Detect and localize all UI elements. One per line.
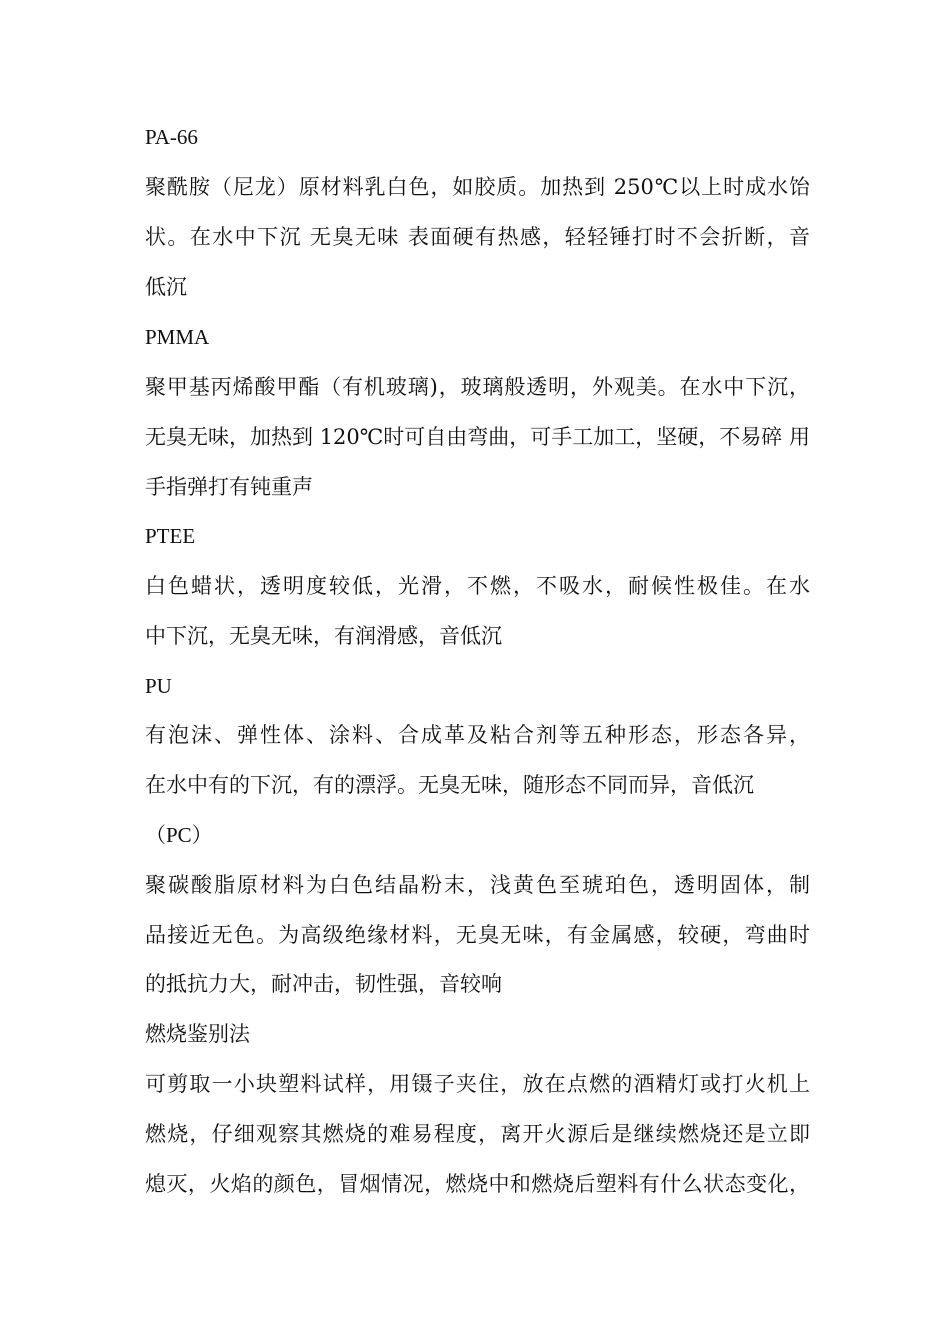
- heading-pa66: PA-66: [145, 125, 198, 149]
- paragraph-line: 白色蜡状，透明度较低，光滑，不燃，不吸水，耐候性极佳。在水: [145, 574, 810, 598]
- heading-pmma: PMMA: [145, 325, 210, 349]
- section-heading-combustion: 燃烧鉴别法: [145, 1022, 250, 1046]
- paragraph-line: 熄灭，火焰的颜色，冒烟情况，燃烧中和燃烧后塑料有什么状态变化，: [145, 1172, 810, 1196]
- heading-ptee: PTEE: [145, 524, 196, 548]
- paragraph-line: 的抵抗力大，耐冲击，韧性强，音较响: [145, 972, 502, 996]
- paragraph-line: 在水中有的下沉，有的漂浮。无臭无味，随形态不同而异，音低沉: [145, 773, 754, 797]
- heading-pu: PU: [145, 674, 172, 698]
- paragraph-line: 有泡沫、弹性体、涂料、合成革及粘合剂等五种形态，形态各异，: [145, 723, 810, 747]
- paragraph-line: 燃烧，仔细观察其燃烧的难易程度，离开火源后是继续燃烧还是立即: [145, 1122, 810, 1146]
- paragraph-line: 品接近无色。为高级绝缘材料，无臭无味，有金属感，较硬，弯曲时: [145, 923, 810, 947]
- paragraph-line: 聚酰胺（尼龙）原材料乳白色，如胶质。加热到 250℃以上时成水饴: [145, 175, 810, 199]
- paragraph-line: 手指弹打有钝重声: [145, 475, 313, 499]
- heading-pc: （PC）: [145, 823, 213, 847]
- paragraph-line: 聚碳酸脂原材料为白色结晶粉末，浅黄色至琥珀色，透明固体，制: [145, 873, 810, 897]
- paragraph-line: 无臭无味，加热到 120℃时可自由弯曲，可手工加工，坚硬，不易碎 用: [145, 425, 810, 449]
- paragraph-line: 中下沉，无臭无味，有润滑感，音低沉: [145, 624, 502, 648]
- paragraph-line: 聚甲基丙烯酸甲酯（有机玻璃)，玻璃般透明，外观美。在水中下沉，: [145, 375, 810, 399]
- paragraph-line: 可剪取一小块塑料试样，用镊子夹住，放在点燃的酒精灯或打火机上: [145, 1072, 810, 1096]
- paragraph-line: 状。在水中下沉 无臭无味 表面硬有热感，轻轻锤打时不会折断，音: [145, 225, 810, 249]
- paragraph-line: 低沉: [145, 275, 187, 299]
